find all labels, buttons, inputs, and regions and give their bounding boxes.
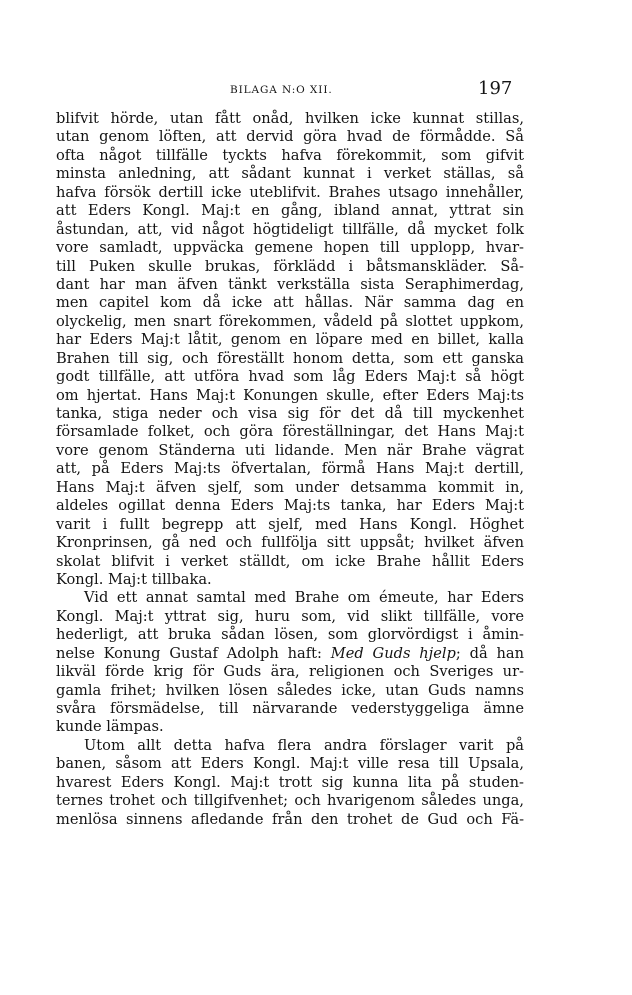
text-line: om hjertat. Hans Maj:t Konungen skulle, efter Eders Maj:ts xyxy=(56,386,524,404)
text-line: församlade folket, och göra föreställningar, det Hans Maj:t xyxy=(56,423,524,441)
text-line: Kongl. Maj:t tillbaka. xyxy=(56,570,212,588)
text-line: ternes trohet och tillgifvenhet; och hvarigenom således unga, xyxy=(56,792,524,810)
text-line: att, på Eders Maj:ts öfvertalan, förmå Hans Maj:t dertill, xyxy=(56,460,524,478)
text-line: ofta något tillfälle tyckts hafva förekommit, som gifvit xyxy=(56,146,524,164)
page-number: 197 xyxy=(478,78,513,99)
line-text-after: ; då han xyxy=(455,644,525,662)
text-line: till Puken skulle brukas, förklädd i båtsmanskläder. Så- xyxy=(56,257,524,275)
text-line: dant har man äfven tänkt verkställa sista Seraphimerdag, xyxy=(56,275,524,293)
text-line: Vid ett annat samtal med Brahe om émeute, har Eders xyxy=(84,589,524,607)
text-line: olyckelig, men snart förekommen, vådeld på slottet uppkom, xyxy=(56,312,524,330)
text-line: Hans Maj:t äfven sjelf, som under detsamma kommit in, xyxy=(56,478,524,496)
text-line: Brahen till sig, och föreställt honom detta, som ett ganska xyxy=(56,349,524,367)
running-head: BILAGA N:O XII. xyxy=(230,84,333,96)
line-text: nelse Konung Gustaf Adolph haft: xyxy=(56,644,322,662)
text-line: likväl förde krig för Guds ära, religionen och Sveriges ur- xyxy=(56,663,524,681)
text-line: utan genom löften, att dervid göra hvad de förmådde. Så xyxy=(56,128,524,146)
body-text xyxy=(56,110,524,829)
text-line: blifvit hörde, utan fått onåd, hvilken icke kunnat stillas, xyxy=(56,110,524,127)
text-line: hafva försök dertill icke uteblifvit. Brahes utsago innehåller, xyxy=(56,183,524,201)
text-line: godt tillfälle, att utföra hvad som låg Eders Maj:t så högt xyxy=(56,368,524,386)
text-line xyxy=(56,645,524,663)
text-line: åstundan, att, vid något högtideligt tillfälle, då mycket folk xyxy=(56,220,524,238)
text-line: tanka, stiga neder och visa sig för det då till myckenhet xyxy=(56,405,524,422)
text-line: varit i fullt begrepp att sjelf, med Hans Kongl. Höghet xyxy=(56,515,524,533)
text-line: kunde lämpas. xyxy=(56,718,164,736)
text-line: Kronprinsen, gå ned och fullfölja sitt uppsåt; hvilket äfven xyxy=(56,534,524,552)
text-line: Kongl. Maj:t yttrat sig, huru som, vid slikt tillfälle, vore xyxy=(56,607,524,625)
text-line: vore samladt, uppväcka gemene hopen till upplopp, hvar- xyxy=(56,239,524,257)
text-line: Utom allt detta hafva flera andra förslager varit på xyxy=(84,736,524,754)
text-line: har Eders Maj:t låtit, genom en löpare med en billet, kalla xyxy=(56,331,524,349)
text-line: skolat blifvit i verket ställdt, om icke Brahe hållit Eders xyxy=(56,552,524,570)
text-line: hvarest Eders Kongl. Maj:t trott sig kunna lita på studen- xyxy=(56,773,524,791)
text-line: minsta anledning, att sådant kunnat i verket ställas, så xyxy=(56,165,524,183)
text-line: aldeles ogillat denna Eders Maj:ts tanka, har Eders Maj:t xyxy=(56,497,524,515)
text-line: gamla frihet; hvilken lösen således icke, utan Guds namns xyxy=(56,681,524,699)
text-line: hederligt, att bruka sådan lösen, som glorvördigst i åmin- xyxy=(56,626,524,644)
text-line: svåra försmädelse, till närvarande vederstyggeliga ämne xyxy=(56,700,524,717)
text-line: men capitel kom då icke att hållas. När samma dag en xyxy=(56,294,524,312)
text-line: menlösa sinnens afledande från den trohet de Gud och Fä- xyxy=(56,810,524,828)
italic-phrase: Med Guds hjelp xyxy=(330,644,456,662)
page-header xyxy=(0,78,632,102)
text-line: banen, såsom att Eders Kongl. Maj:t ville resa till Upsala, xyxy=(56,755,524,773)
text-line: att Eders Kongl. Maj:t en gång, ibland annat, yttrat sin xyxy=(56,202,524,220)
text-line: vore genom Ständerna uti lidande. Men när Brahe vägrat xyxy=(56,441,524,459)
